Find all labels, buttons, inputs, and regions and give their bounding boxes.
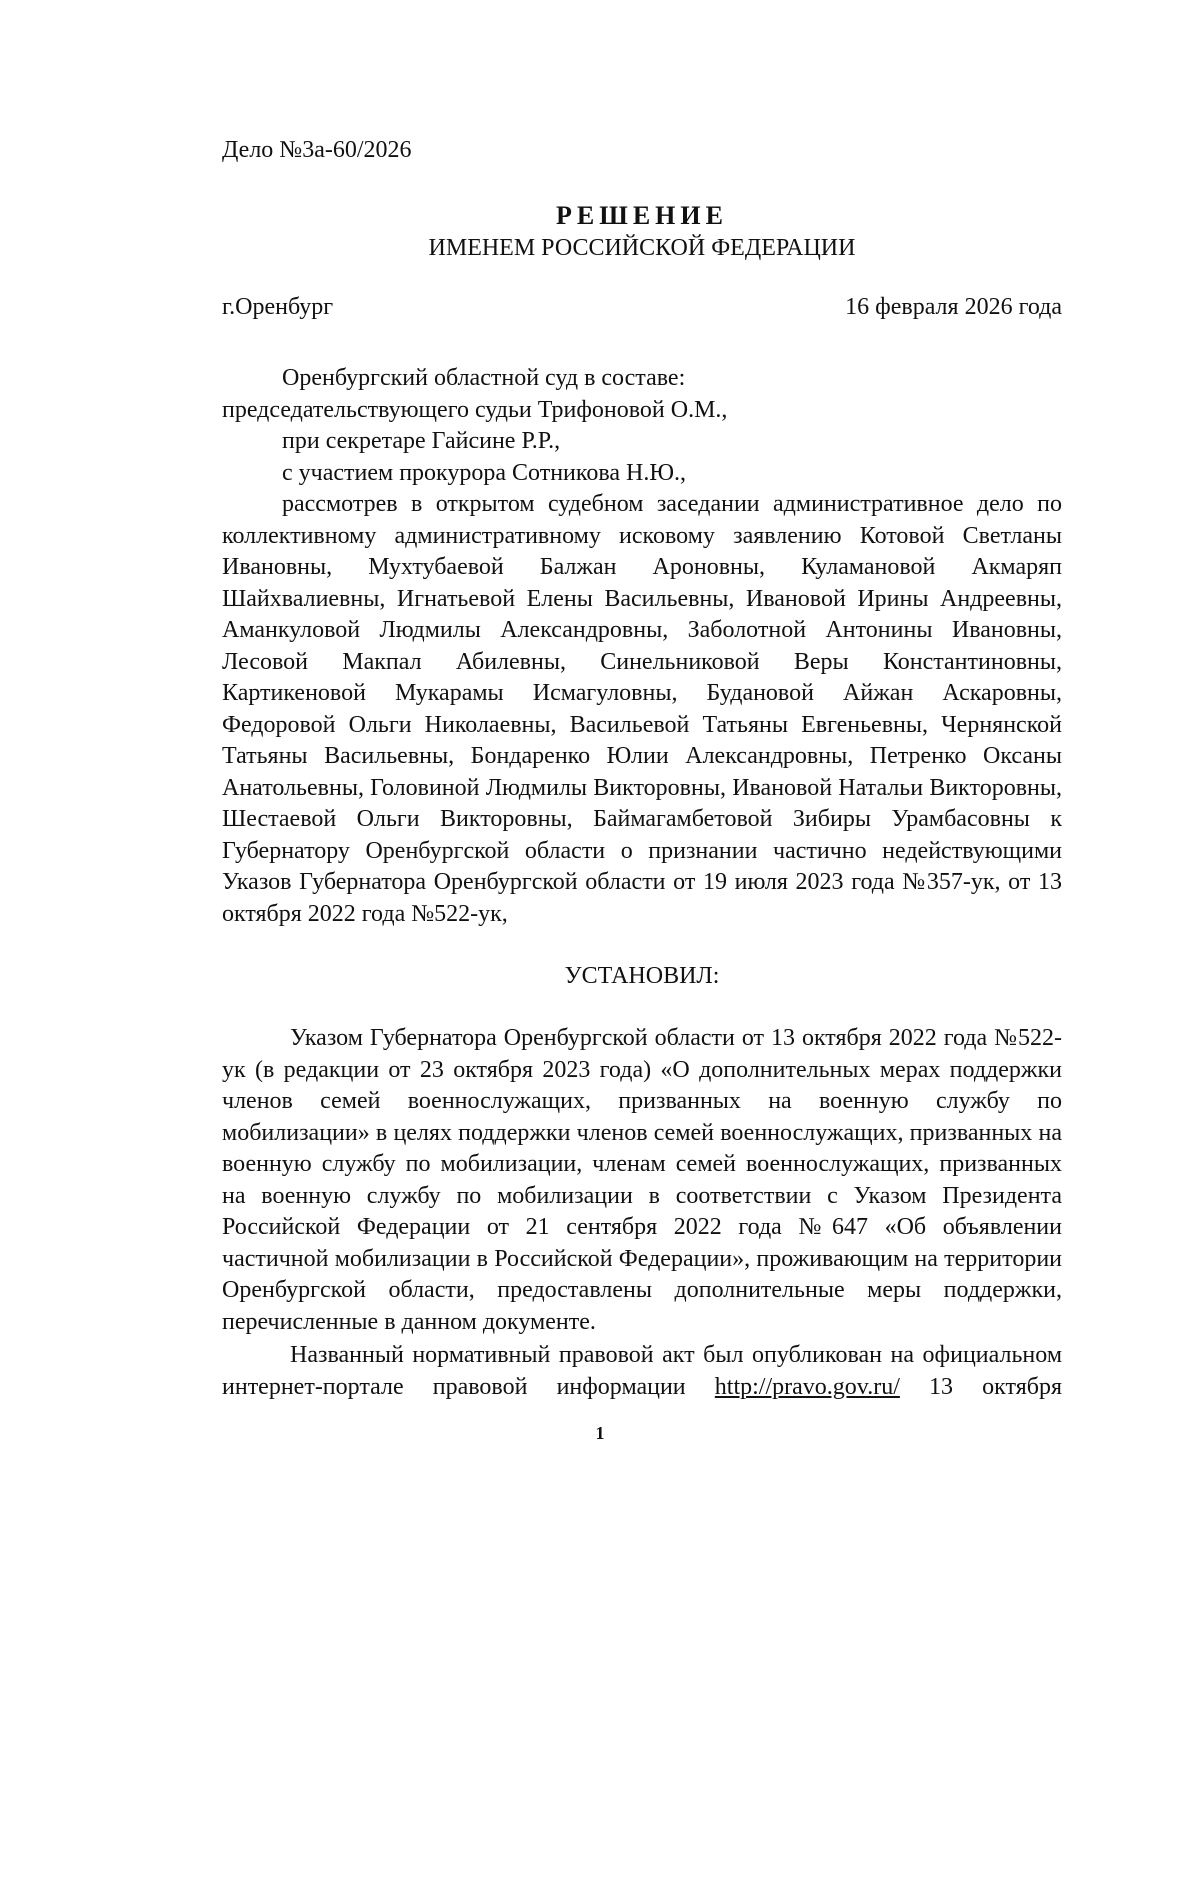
page-number: 1 [595, 1423, 605, 1443]
paragraph-2-end: 13 октября [899, 1373, 1062, 1400]
judge-line: председательствующего судьи Трифоновой О.М., [222, 396, 728, 423]
decision-date: 16 февраля 2026 года [845, 294, 1062, 320]
paragraph-1: Указом Губернатора Оренбургской области от 13 октября 2022 года №522-ук (в редакции от 23 октября 2023 года) «О дополнительных мерах поддержки членов семей военнослужащих, призванных на военную службу по мобилизации» в целях поддержки членов семей военнослужащих, призванных на военную службу по мобилизации, членам семей военнослужащих, призванных на военную службу по мобилизации в соответствии с Указом Президента Российской Федерации от 21 сентября 2022 года №647 «Об объявлении частичной мобилизации в Российской Федерации», проживающим на территории Оренбургской области, предоставлены дополнительные меры поддержки, перечисленные в данном документе. [222, 1025, 1062, 1335]
paragraph-2-start: Названный нормативный правовой акт был опубликован на официальном интернет-портале правовой информации [222, 1342, 1062, 1400]
considered-paragraph: рассмотрев в открытом судебном заседании административное дело по коллективному административному исковому заявлению Котовой Светланы Ивановны, Мухтубаевой Балжан Ароновны, Куламановой Акмаряп Шайхвалиевны, Игнатьевой Елены Васильевны, Ивановой Ирины Андреевны, Аманкуловой Людмилы Александровны, Заболотной Антонины Ивановны, Лесовой Макпал Абилевны, Синельниковой Веры Константиновны, Картикеновой Мукарамы Исмагуловны, Будановой Айжан Аскаровны, Федоровой Ольги Николаевны, Васильевой Татьяны Евгеньевны, Чернянской Татьяны Васильевны, Бондаренко Юлии Александровны, Петренко Оксаны Анатольевны, Головиной Людмилы Викторовны, Ивановой Натальи Викторовны, Шестаевой Ольги Викторовны, Баймагамбетовой Зибиры Урамбасовны к Губернатору Оренбургской области о признании частично недействующими Указов Губернатора Оренбургской области от 19 июля 2023 года №357-ук, от 13 октября 2022 года №522-ук, [222, 491, 1062, 927]
place-date-row [222, 294, 1062, 321]
section-heading: УСТАНОВИЛ: [564, 963, 720, 989]
case-number: Дело №3а-60/2026 [222, 137, 412, 163]
document-title: РЕШЕНИЕ [556, 201, 728, 230]
court-line: Оренбургский областной суд в составе: [282, 365, 686, 391]
paragraph-2 [222, 1340, 1062, 1403]
secretary-line: при секретаре Гайсине Р.Р., [282, 428, 561, 454]
title-block [222, 200, 1062, 264]
prosecutor-line: с участием прокурора Сотникова Н.Ю., [282, 459, 686, 486]
introduction [222, 363, 1062, 930]
document-subtitle: ИМЕНЕМ РОССИЙСКОЙ ФЕДЕРАЦИИ [428, 235, 856, 261]
main-text [222, 1023, 1062, 1403]
pravo-link[interactable]: http://pravo.gov.ru/ [714, 1373, 900, 1400]
city: г.Оренбург [222, 294, 334, 320]
